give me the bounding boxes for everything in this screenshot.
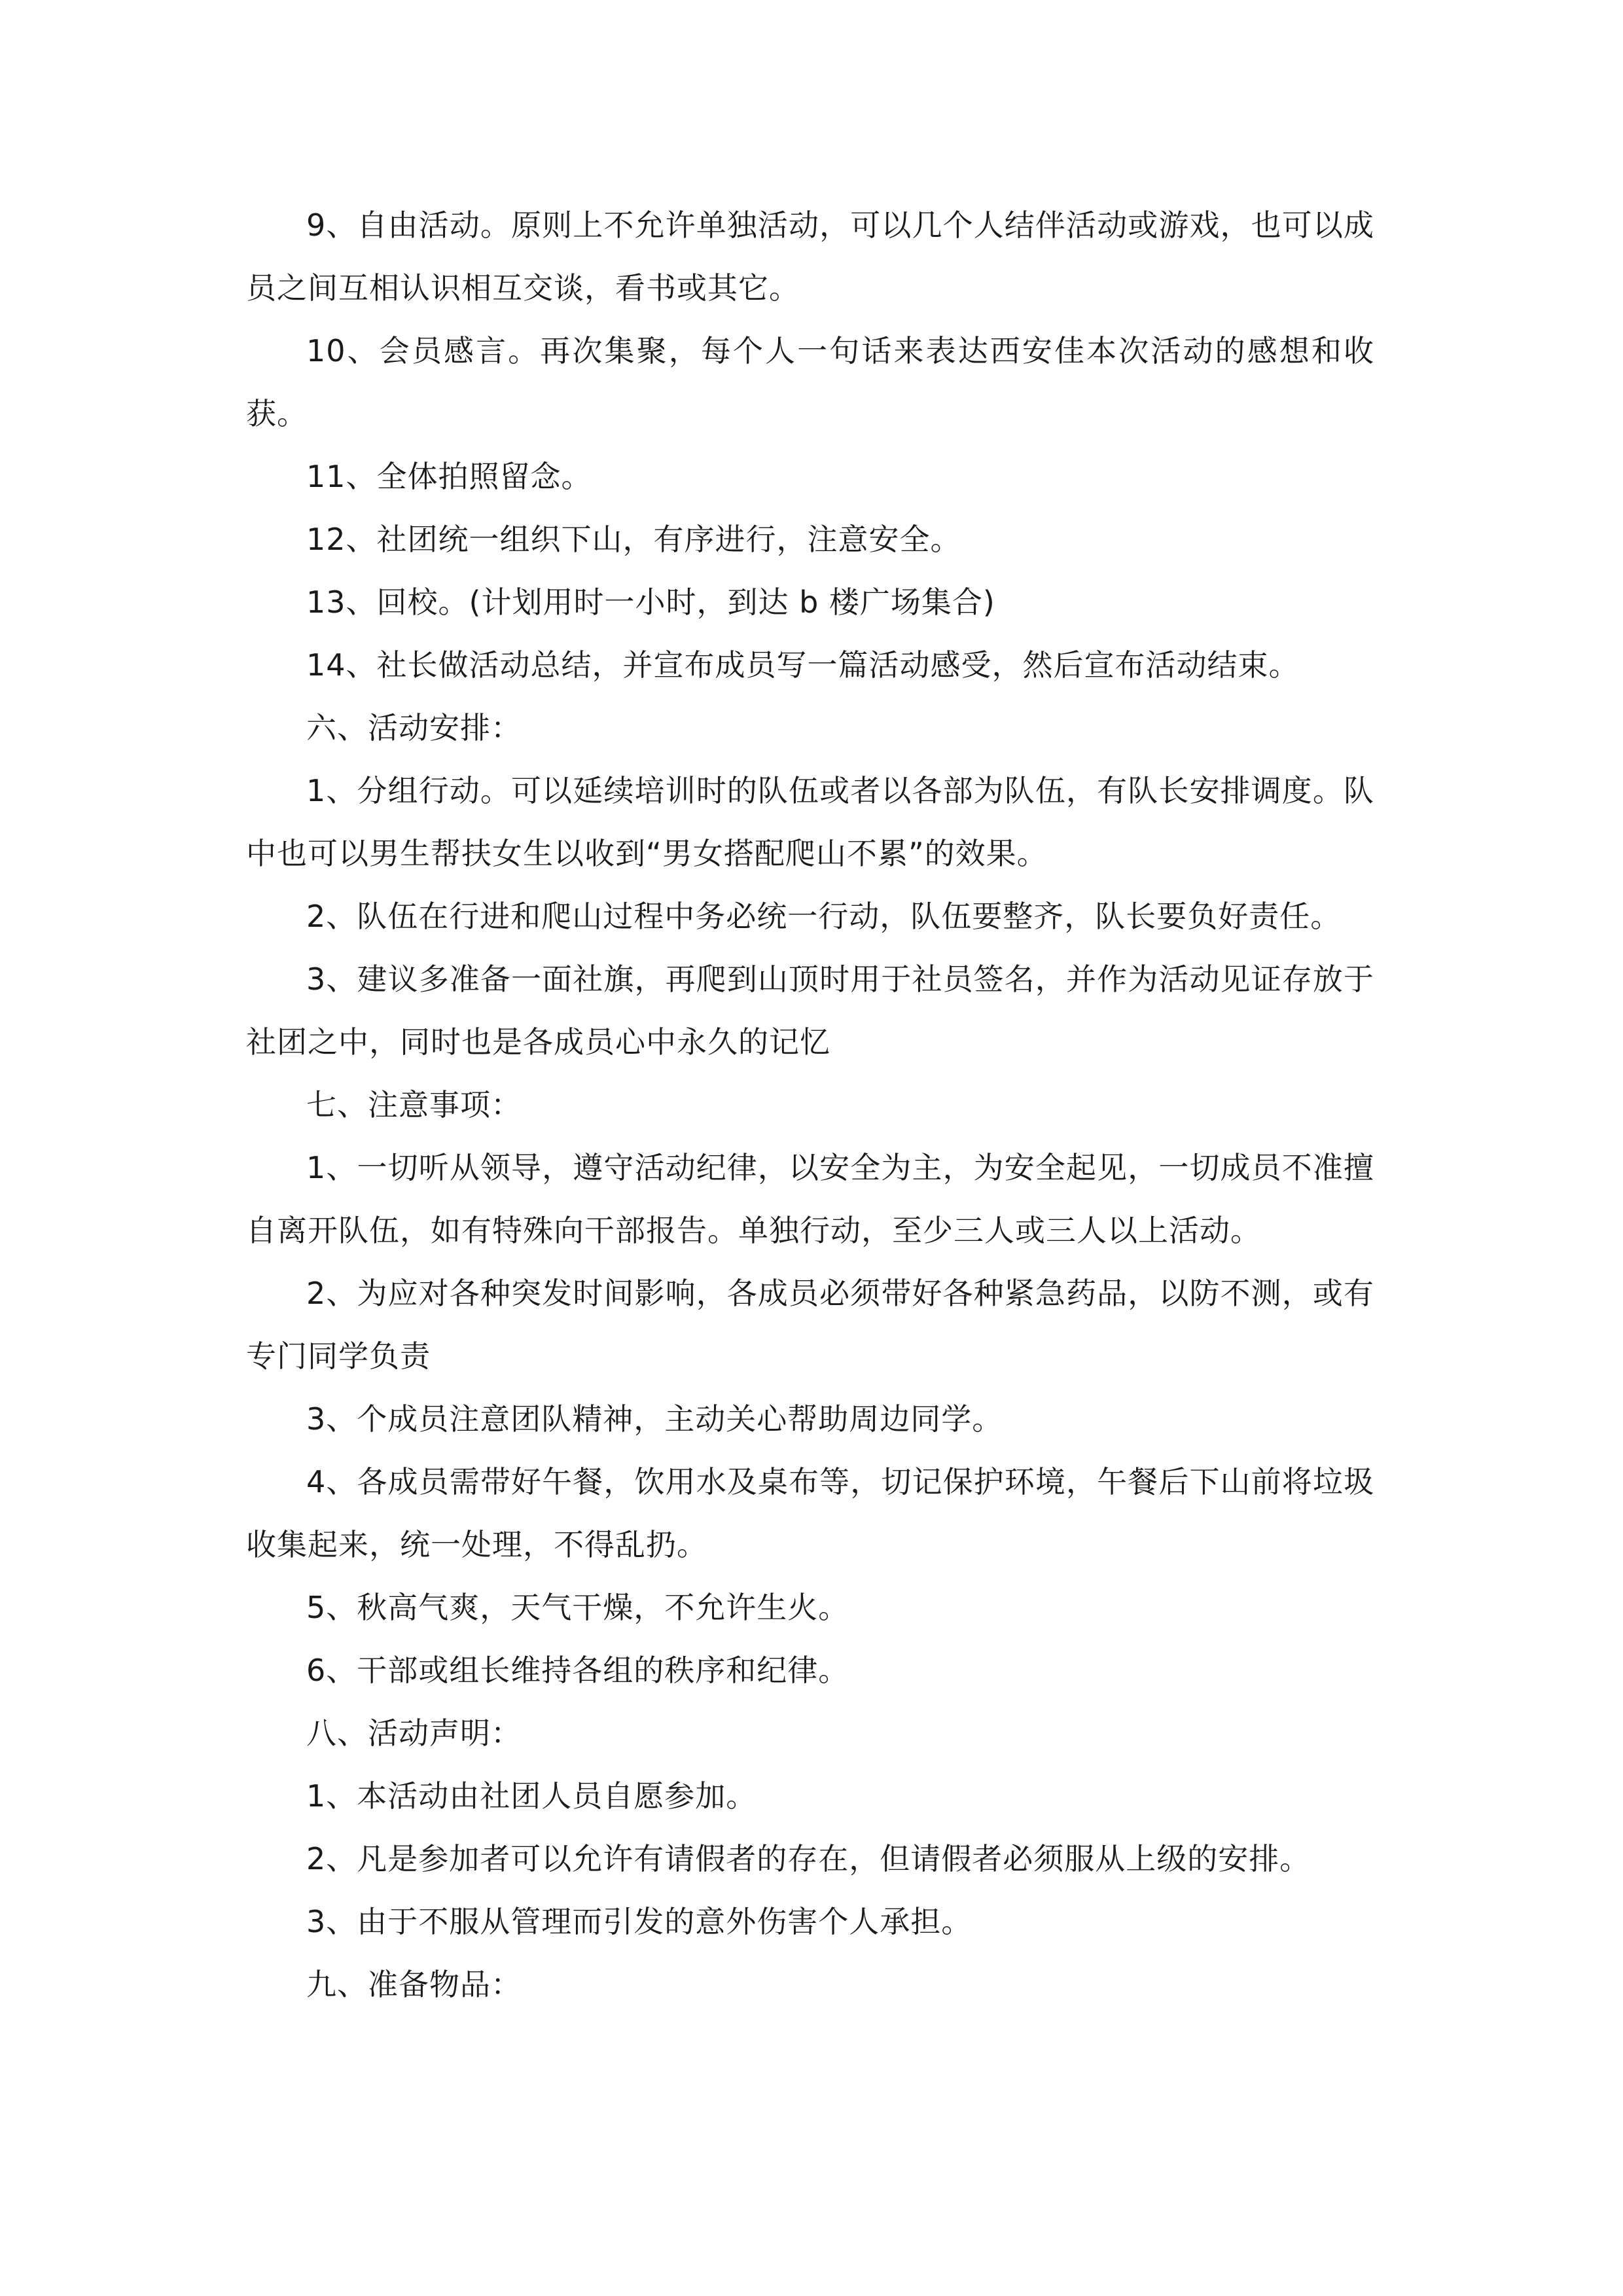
paragraph-voluntary: 1、本活动由社团人员自愿参加。 xyxy=(306,1778,757,1814)
section-heading-statement: 八、活动声明： xyxy=(306,1715,522,1751)
paragraph-return: 13、回校。(计划用时一小时，到达 b 楼广场集合) xyxy=(306,584,995,620)
paragraph-group-photo: 11、全体拍照留念。 xyxy=(306,459,592,494)
paragraph-liability: 3、由于不服从管理而引发的意外伤害个人承担。 xyxy=(306,1904,972,1939)
section-heading-arrangement: 六、活动安排： xyxy=(306,710,522,745)
paragraph-free-activity: 9、自由活动。原则上不允许单独活动，可以几个人结伴活动或游戏，也可以成员之间互相认识相互交谈，看书或其它。 xyxy=(246,207,1374,306)
paragraph-no-fire: 5、秋高气爽，天气干燥，不允许生火。 xyxy=(306,1590,849,1625)
paragraph-lunch: 4、各成员需带好午餐，饮用水及桌布等，切记保护环境，午餐后下山前将垃圾收集起来，统一处理，不得乱扔。 xyxy=(246,1464,1374,1562)
paragraph-summary: 14、社长做活动总结，并宣布成员写一篇活动感受，然后宣布活动结束。 xyxy=(306,647,1300,683)
paragraph-team-spirit: 3、个成员注意团队精神，主动关心帮助周边同学。 xyxy=(306,1401,1003,1437)
paragraph-grouping: 1、分组行动。可以延续培训时的队伍或者以各部为队伍，有队长安排调度。队中也可以男生帮扶女生以收到“男女搭配爬山不累”的效果。 xyxy=(246,773,1374,871)
paragraph-leave: 2、凡是参加者可以允许有请假者的存在，但请假者必须服从上级的安排。 xyxy=(306,1841,1311,1876)
paragraph-club-flag: 3、建议多准备一面社旗，再爬到山顶时用于社员签名，并作为活动见证存放于社团之中，同时也是各成员心中永久的记忆 xyxy=(246,961,1374,1060)
paragraph-order: 6、干部或组长维持各组的秩序和纪律。 xyxy=(306,1653,849,1688)
section-heading-notes: 七、注意事项： xyxy=(306,1087,522,1122)
paragraph-discipline: 1、一切听从领导，遵守活动纪律，以安全为主，为安全起见，一切成员不准擅自离开队伍，如有特殊向干部报告。单独行动，至少三人或三人以上活动。 xyxy=(246,1150,1374,1248)
document-body xyxy=(246,194,1374,2016)
section-heading-supplies: 九、准备物品： xyxy=(306,1967,522,2002)
paragraph-medicine: 2、为应对各种突发时间影响，各成员必须带好各种紧急药品，以防不测，或有专门同学负责 xyxy=(246,1276,1374,1374)
paragraph-member-remarks: 10、会员感言。再次集聚，每个人一句话来表达西安佳本次活动的感想和收获。 xyxy=(246,333,1374,431)
paragraph-unified-action: 2、队伍在行进和爬山过程中务必统一行动，队伍要整齐，队长要负好责任。 xyxy=(306,899,1342,934)
paragraph-descend: 12、社团统一组织下山，有序进行，注意安全。 xyxy=(306,522,961,557)
